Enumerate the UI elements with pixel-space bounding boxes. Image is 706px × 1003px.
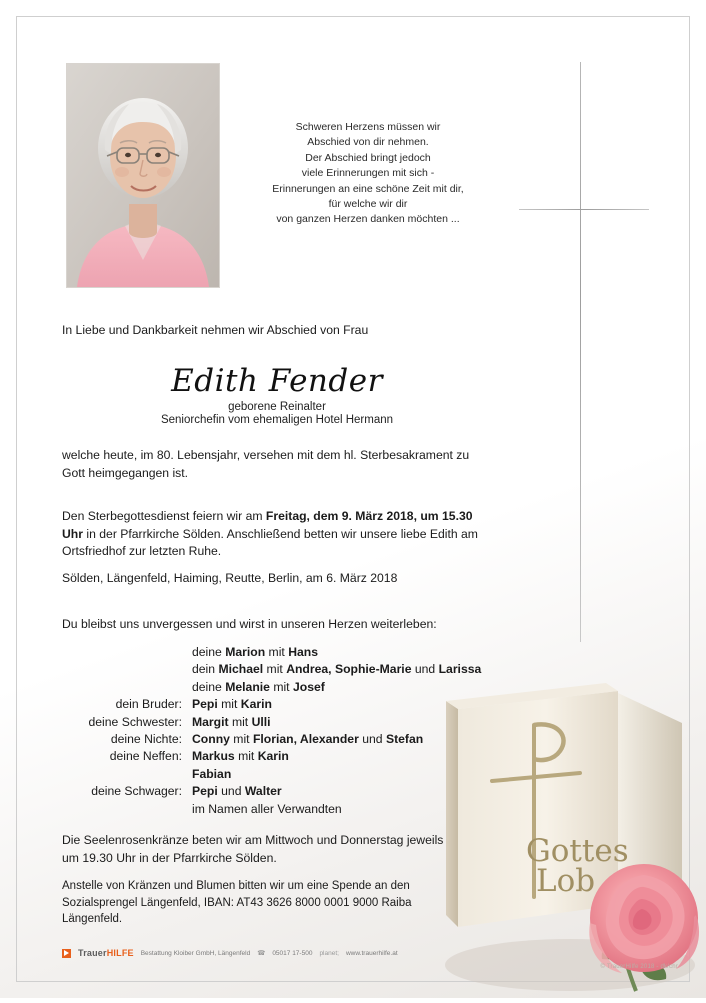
poem-line-2: Abschied von dir nehmen. [307,136,429,149]
intro-text: In Liebe und Dankbarkeit nehmen wir Abschied von Frau [62,323,369,337]
family-names: Pepi mit Karin [192,697,272,712]
svg-text:Lob: Lob [536,863,596,899]
family-names: im Namen aller Verwandten [192,801,342,816]
family-relation-label: deine Neffen: [109,749,182,764]
family-relation-label [62,766,192,783]
footer-bar [62,948,442,958]
poem-line-6: für welche wir dir [328,198,408,211]
family-names: Markus mit Karin [192,749,289,764]
poem-line-7: von ganzen Herzen danken möchten ... [276,213,460,226]
deceased-name: Edith Fender [171,363,383,399]
deceased-maiden-name: geborene Reinalter [228,401,326,413]
family-names: Fabian [192,766,232,781]
cross-graphic [519,62,649,642]
family-names: Margit mit Ulli [192,714,271,729]
unforgotten-line: Du bleibst uns unvergessen und wirst in unseren Herzen weiterleben: [62,617,437,631]
family-names: Pepi und Walter [192,784,282,799]
service-datetime: Freitag, dem 9. März 2018, um 15.30 Uhr [62,509,473,541]
family-relation-label [62,661,192,678]
family-row [62,644,502,661]
cross-horizontal-bar [519,209,649,210]
age-paragraph: welche heute, im 80. Lebensjahr, versehen mit dem hl. Sterbesakrament zu Gott heimgegangen ist. [62,448,470,480]
footer-company: Bestattung Kloiber GmbH, Längenfeld [140,949,251,957]
rosary-paragraph: Die Seelenrosenkränze beten wir am Mittwoch und Donnerstag jeweils um 19.30 Uhr in der Pfarrkirche Sölden. [62,833,444,865]
copyright-text: © TrauerHilfe 2018 - dk/chr [600,964,678,970]
family-names: deine Marion mit Hans [192,645,319,659]
trauerhilfe-logo-icon [62,949,71,958]
cross-vertical-bar [580,62,581,642]
service-prefix: Den Sterbegottesdienst feiern wir am [62,509,266,523]
svg-text:Gottes: Gottes [526,833,629,869]
phone-icon: ☎ [257,950,266,957]
footer-web[interactable]: www.trauerhilfe.at [345,949,398,957]
family-relation-label: deine Schwester: [88,714,182,729]
poem-line-5: Erinnerungen an eine schöne Zeit mit dir, [272,182,464,195]
service-paragraph [62,508,494,561]
family-relation-label [62,801,192,818]
family-relation-label [62,679,192,696]
deceased-name-block [62,362,492,426]
poem-line-4: viele Erinnerungen mit sich - [301,167,435,180]
places-and-date: Sölden, Längenfeld, Haiming, Reutte, Berlin, am 6. März 2018 [62,571,398,585]
family-relation-label [62,644,192,661]
deceased-role: Seniorchefin vom ehemaligen Hotel Hermann [160,414,394,426]
family-names: Conny mit Florian, Alexander und Stefan [192,732,424,747]
trauerhilfe-brand [78,948,134,958]
family-relation-label: deine Schwager: [91,784,182,799]
poem-line-3: Der Abschied bringt jedoch [305,151,431,164]
family-relation-label: dein Bruder: [115,697,182,712]
brand-part-1: Trauer [78,948,107,958]
poem-line-1: Schweren Herzens müssen wir [295,121,441,133]
globe-icon: planet; [319,949,339,957]
service-suffix: in der Pfarrkirche Sölden. Anschließend betten wir unsere liebe Edith am Ortsfriedhof zur letzten Ruhe. [62,526,478,558]
family-names: dein Michael mit Andrea, Sophie-Marie und Larissa [192,662,482,677]
poem-block [238,120,498,228]
portrait-photo [66,63,220,288]
donation-paragraph: Anstelle von Kränzen und Blumen bitten wir um eine Spende an den Sozialsprengel Längenfeld, IBAN: AT43 3626 8000 0001 9000 Raiba Längenfeld. [62,880,412,925]
family-names: deine Melanie mit Josef [192,679,325,694]
brand-part-2: HILFE [106,948,134,958]
footer-phone: 05017 17-500 [272,949,313,957]
book-and-rose-image [430,665,706,998]
family-relation-label: deine Nichte: [110,732,182,747]
